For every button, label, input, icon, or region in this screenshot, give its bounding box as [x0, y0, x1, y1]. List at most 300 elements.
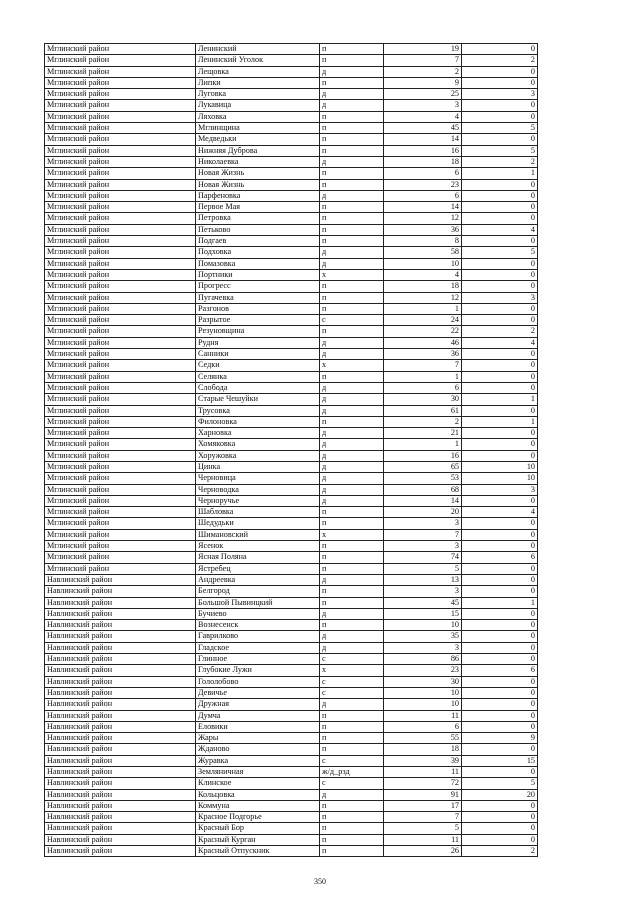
district-cell: Мглинский район: [45, 269, 196, 280]
district-cell: Навлинский район: [45, 642, 196, 653]
value-2-cell: 10: [462, 473, 538, 484]
type-cell: д: [320, 789, 384, 800]
settlement-cell: Клинское: [196, 778, 320, 789]
type-cell: п: [320, 710, 384, 721]
district-cell: Навлинский район: [45, 586, 196, 597]
table-row: [45, 190, 538, 201]
value-2-cell: 0: [462, 529, 538, 540]
table-row: [45, 778, 538, 789]
value-1-cell: 30: [384, 676, 462, 687]
value-1-cell: 91: [384, 789, 462, 800]
type-cell: п: [320, 744, 384, 755]
table-body: [45, 44, 538, 857]
value-1-cell: 7: [384, 529, 462, 540]
settlement-cell: Жары: [196, 733, 320, 744]
value-1-cell: 30: [384, 394, 462, 405]
value-2-cell: 0: [462, 620, 538, 631]
value-2-cell: 0: [462, 710, 538, 721]
type-cell: д: [320, 450, 384, 461]
value-1-cell: 6: [384, 190, 462, 201]
district-cell: Мглинский район: [45, 371, 196, 382]
table-row: [45, 281, 538, 292]
settlement-cell: Красный Курган: [196, 834, 320, 845]
value-1-cell: 3: [384, 518, 462, 529]
table-row: [45, 382, 538, 393]
value-2-cell: 2: [462, 326, 538, 337]
type-cell: п: [320, 123, 384, 134]
value-2-cell: 0: [462, 77, 538, 88]
table-row: [45, 258, 538, 269]
district-cell: Мглинский район: [45, 123, 196, 134]
table-row: [45, 654, 538, 665]
settlement-cell: Парфеновка: [196, 190, 320, 201]
table-row: [45, 552, 538, 563]
value-2-cell: 10: [462, 461, 538, 472]
value-2-cell: 0: [462, 303, 538, 314]
settlement-cell: Первое Мая: [196, 202, 320, 213]
type-cell: п: [320, 823, 384, 834]
value-2-cell: 0: [462, 66, 538, 77]
settlement-cell: Нижняя Дуброва: [196, 145, 320, 156]
value-2-cell: 0: [462, 382, 538, 393]
value-1-cell: 2: [384, 416, 462, 427]
district-cell: Мглинский район: [45, 484, 196, 495]
table-row: [45, 665, 538, 676]
value-1-cell: 53: [384, 473, 462, 484]
table-row: [45, 405, 538, 416]
settlement-cell: Шимановский: [196, 529, 320, 540]
type-cell: д: [320, 428, 384, 439]
settlement-cell: Луговка: [196, 89, 320, 100]
type-cell: п: [320, 145, 384, 156]
table-row: [45, 789, 538, 800]
table-row: [45, 315, 538, 326]
value-1-cell: 14: [384, 202, 462, 213]
table-row: [45, 66, 538, 77]
type-cell: п: [320, 77, 384, 88]
district-cell: Мглинский район: [45, 337, 196, 348]
value-1-cell: 55: [384, 733, 462, 744]
district-cell: Мглинский район: [45, 202, 196, 213]
settlement-cell: Подгаев: [196, 236, 320, 247]
value-1-cell: 10: [384, 620, 462, 631]
value-1-cell: 4: [384, 269, 462, 280]
district-cell: Навлинский район: [45, 574, 196, 585]
district-cell: Мглинский район: [45, 529, 196, 540]
type-cell: с: [320, 755, 384, 766]
district-cell: Мглинский район: [45, 156, 196, 167]
table-row: [45, 710, 538, 721]
type-cell: ж/д_рзд: [320, 767, 384, 778]
table-row: [45, 823, 538, 834]
settlement-cell: Красный Отпускник: [196, 846, 320, 857]
value-1-cell: 23: [384, 665, 462, 676]
settlement-cell: Санники: [196, 349, 320, 360]
settlement-cell: Ляховка: [196, 111, 320, 122]
value-1-cell: 39: [384, 755, 462, 766]
settlement-cell: Журавка: [196, 755, 320, 766]
settlement-cell: Девичье: [196, 687, 320, 698]
district-cell: Мглинский район: [45, 518, 196, 529]
table-row: [45, 179, 538, 190]
district-cell: Мглинский район: [45, 145, 196, 156]
table-row: [45, 586, 538, 597]
type-cell: п: [320, 507, 384, 518]
district-cell: Мглинский район: [45, 111, 196, 122]
value-2-cell: 6: [462, 665, 538, 676]
table-row: [45, 642, 538, 653]
value-2-cell: 0: [462, 202, 538, 213]
table-row: [45, 473, 538, 484]
value-1-cell: 10: [384, 687, 462, 698]
settlement-cell: Кольцовка: [196, 789, 320, 800]
value-1-cell: 22: [384, 326, 462, 337]
table-row: [45, 744, 538, 755]
type-cell: д: [320, 699, 384, 710]
value-1-cell: 16: [384, 145, 462, 156]
settlement-cell: Петьково: [196, 224, 320, 235]
value-2-cell: 9: [462, 733, 538, 744]
value-2-cell: 20: [462, 789, 538, 800]
value-1-cell: 11: [384, 710, 462, 721]
value-2-cell: 0: [462, 44, 538, 55]
value-1-cell: 7: [384, 360, 462, 371]
type-cell: д: [320, 439, 384, 450]
value-1-cell: 17: [384, 800, 462, 811]
value-2-cell: 0: [462, 428, 538, 439]
district-cell: Мглинский район: [45, 416, 196, 427]
type-cell: п: [320, 224, 384, 235]
table-row: [45, 134, 538, 145]
table-row: [45, 518, 538, 529]
value-2-cell: 5: [462, 778, 538, 789]
type-cell: д: [320, 495, 384, 506]
value-2-cell: 0: [462, 744, 538, 755]
value-1-cell: 74: [384, 552, 462, 563]
table-row: [45, 303, 538, 314]
value-1-cell: 15: [384, 608, 462, 619]
value-2-cell: 6: [462, 552, 538, 563]
settlement-cell: Николаевка: [196, 156, 320, 167]
type-cell: п: [320, 326, 384, 337]
district-cell: Мглинский район: [45, 224, 196, 235]
district-cell: Мглинский район: [45, 439, 196, 450]
district-cell: Мглинский район: [45, 190, 196, 201]
table-row: [45, 394, 538, 405]
type-cell: п: [320, 721, 384, 732]
district-cell: Навлинский район: [45, 710, 196, 721]
district-cell: Мглинский район: [45, 89, 196, 100]
value-1-cell: 12: [384, 213, 462, 224]
type-cell: п: [320, 303, 384, 314]
value-1-cell: 24: [384, 315, 462, 326]
value-2-cell: 0: [462, 439, 538, 450]
type-cell: п: [320, 213, 384, 224]
table-row: [45, 461, 538, 472]
type-cell: п: [320, 518, 384, 529]
settlement-cell: Шабловка: [196, 507, 320, 518]
value-1-cell: 10: [384, 699, 462, 710]
settlement-cell: Новая Жизнь: [196, 179, 320, 190]
value-2-cell: 0: [462, 371, 538, 382]
value-1-cell: 19: [384, 44, 462, 55]
table-row: [45, 484, 538, 495]
district-cell: Мглинский район: [45, 258, 196, 269]
value-1-cell: 11: [384, 767, 462, 778]
settlement-cell: Андреевка: [196, 574, 320, 585]
table-row: [45, 247, 538, 258]
table-row: [45, 699, 538, 710]
value-2-cell: 0: [462, 654, 538, 665]
value-1-cell: 36: [384, 349, 462, 360]
value-1-cell: 12: [384, 292, 462, 303]
value-2-cell: 2: [462, 55, 538, 66]
settlement-cell: Ясная Поляна: [196, 552, 320, 563]
table-row: [45, 111, 538, 122]
value-2-cell: 0: [462, 699, 538, 710]
value-1-cell: 3: [384, 642, 462, 653]
district-cell: Навлинский район: [45, 834, 196, 845]
table-row: [45, 269, 538, 280]
district-cell: Мглинский район: [45, 134, 196, 145]
value-2-cell: 0: [462, 823, 538, 834]
district-cell: Навлинский район: [45, 789, 196, 800]
type-cell: д: [320, 190, 384, 201]
value-1-cell: 11: [384, 834, 462, 845]
value-1-cell: 25: [384, 89, 462, 100]
district-cell: Мглинский район: [45, 495, 196, 506]
value-1-cell: 4: [384, 111, 462, 122]
table-row: [45, 541, 538, 552]
value-2-cell: 0: [462, 258, 538, 269]
settlement-cell: Черноручье: [196, 495, 320, 506]
value-2-cell: 0: [462, 349, 538, 360]
district-cell: Мглинский район: [45, 473, 196, 484]
district-cell: Навлинский район: [45, 767, 196, 778]
table-row: [45, 608, 538, 619]
type-cell: п: [320, 597, 384, 608]
settlement-cell: Ленинский: [196, 44, 320, 55]
value-2-cell: 0: [462, 687, 538, 698]
settlement-cell: Вознесенск: [196, 620, 320, 631]
value-1-cell: 6: [384, 721, 462, 732]
district-cell: Навлинский район: [45, 755, 196, 766]
value-1-cell: 3: [384, 100, 462, 111]
value-1-cell: 1: [384, 439, 462, 450]
type-cell: п: [320, 586, 384, 597]
table-row: [45, 563, 538, 574]
settlement-cell: Лукавица: [196, 100, 320, 111]
value-2-cell: 1: [462, 597, 538, 608]
table-row: [45, 767, 538, 778]
district-cell: Мглинский район: [45, 303, 196, 314]
settlement-cell: Слобода: [196, 382, 320, 393]
settlement-cell: Селянка: [196, 371, 320, 382]
district-cell: Навлинский район: [45, 620, 196, 631]
table-row: [45, 168, 538, 179]
district-cell: Навлинский район: [45, 778, 196, 789]
table-row: [45, 371, 538, 382]
type-cell: х: [320, 360, 384, 371]
value-2-cell: 2: [462, 846, 538, 857]
value-2-cell: 0: [462, 586, 538, 597]
settlement-cell: Еловики: [196, 721, 320, 732]
district-cell: Мглинский район: [45, 292, 196, 303]
value-1-cell: 1: [384, 371, 462, 382]
table-row: [45, 360, 538, 371]
settlement-cell: Коммуна: [196, 800, 320, 811]
type-cell: д: [320, 642, 384, 653]
table-row: [45, 507, 538, 518]
table-row: [45, 800, 538, 811]
settlement-cell: Глинное: [196, 654, 320, 665]
district-cell: Мглинский район: [45, 55, 196, 66]
value-1-cell: 7: [384, 55, 462, 66]
value-2-cell: 0: [462, 190, 538, 201]
table-row: [45, 100, 538, 111]
table-row: [45, 349, 538, 360]
type-cell: п: [320, 292, 384, 303]
value-2-cell: 0: [462, 541, 538, 552]
table-row: [45, 156, 538, 167]
value-1-cell: 3: [384, 541, 462, 552]
table-row: [45, 450, 538, 461]
table-row: [45, 687, 538, 698]
type-cell: д: [320, 574, 384, 585]
table-row: [45, 44, 538, 55]
settlement-cell: Медведьки: [196, 134, 320, 145]
value-2-cell: 0: [462, 495, 538, 506]
settlement-cell: Трусовка: [196, 405, 320, 416]
value-1-cell: 68: [384, 484, 462, 495]
type-cell: д: [320, 394, 384, 405]
value-2-cell: 0: [462, 179, 538, 190]
district-cell: Мглинский район: [45, 179, 196, 190]
table-row: [45, 123, 538, 134]
value-1-cell: 86: [384, 654, 462, 665]
value-1-cell: 35: [384, 631, 462, 642]
table-row: [45, 202, 538, 213]
value-2-cell: 0: [462, 111, 538, 122]
settlement-cell: Жданово: [196, 744, 320, 755]
table-row: [45, 428, 538, 439]
type-cell: д: [320, 405, 384, 416]
settlement-cell: Земляничная: [196, 767, 320, 778]
type-cell: п: [320, 800, 384, 811]
value-2-cell: 1: [462, 394, 538, 405]
value-1-cell: 45: [384, 597, 462, 608]
type-cell: п: [320, 541, 384, 552]
value-1-cell: 6: [384, 382, 462, 393]
type-cell: д: [320, 484, 384, 495]
value-1-cell: 14: [384, 495, 462, 506]
settlement-cell: Бучиево: [196, 608, 320, 619]
table-row: [45, 292, 538, 303]
settlement-cell: Новая Жизнь: [196, 168, 320, 179]
table-row: [45, 733, 538, 744]
value-2-cell: 5: [462, 247, 538, 258]
value-1-cell: 14: [384, 134, 462, 145]
district-cell: Мглинский район: [45, 507, 196, 518]
value-2-cell: 0: [462, 812, 538, 823]
value-2-cell: 0: [462, 800, 538, 811]
type-cell: х: [320, 665, 384, 676]
settlement-cell: Подховка: [196, 247, 320, 258]
district-cell: Мглинский район: [45, 168, 196, 179]
district-cell: Мглинский район: [45, 552, 196, 563]
district-cell: Мглинский район: [45, 382, 196, 393]
type-cell: д: [320, 247, 384, 258]
value-2-cell: 0: [462, 360, 538, 371]
type-cell: п: [320, 44, 384, 55]
type-cell: п: [320, 168, 384, 179]
value-2-cell: 0: [462, 563, 538, 574]
type-cell: п: [320, 236, 384, 247]
page-number: 350: [314, 877, 326, 886]
settlement-cell: Липки: [196, 77, 320, 88]
district-cell: Мглинский район: [45, 428, 196, 439]
type-cell: п: [320, 111, 384, 122]
value-1-cell: 6: [384, 168, 462, 179]
type-cell: д: [320, 337, 384, 348]
type-cell: д: [320, 89, 384, 100]
value-1-cell: 9: [384, 77, 462, 88]
settlement-cell: Харновка: [196, 428, 320, 439]
value-2-cell: 2: [462, 156, 538, 167]
type-cell: п: [320, 281, 384, 292]
district-cell: Навлинский район: [45, 654, 196, 665]
settlement-cell: Ленинский Уголок: [196, 55, 320, 66]
type-cell: д: [320, 473, 384, 484]
district-cell: Навлинский район: [45, 631, 196, 642]
type-cell: д: [320, 461, 384, 472]
district-cell: Навлинский район: [45, 733, 196, 744]
settlement-cell: Думча: [196, 710, 320, 721]
table-row: [45, 676, 538, 687]
value-2-cell: 4: [462, 224, 538, 235]
district-cell: Мглинский район: [45, 44, 196, 55]
table-row: [45, 631, 538, 642]
district-cell: Мглинский район: [45, 450, 196, 461]
table-row: [45, 529, 538, 540]
value-2-cell: 0: [462, 236, 538, 247]
value-2-cell: 0: [462, 631, 538, 642]
type-cell: х: [320, 529, 384, 540]
type-cell: д: [320, 608, 384, 619]
type-cell: д: [320, 349, 384, 360]
district-cell: Навлинский район: [45, 812, 196, 823]
table-row: [45, 755, 538, 766]
table-row: [45, 620, 538, 631]
value-1-cell: 36: [384, 224, 462, 235]
value-1-cell: 13: [384, 574, 462, 585]
type-cell: п: [320, 834, 384, 845]
district-cell: Мглинский район: [45, 461, 196, 472]
settlement-cell: Черноводка: [196, 484, 320, 495]
settlement-cell: Красный Бор: [196, 823, 320, 834]
type-cell: д: [320, 631, 384, 642]
district-cell: Мглинский район: [45, 315, 196, 326]
settlement-cell: Белгород: [196, 586, 320, 597]
settlements-table: [44, 43, 538, 857]
district-cell: Навлинский район: [45, 823, 196, 834]
table-row: [45, 574, 538, 585]
settlement-cell: Большой Пывинцкий: [196, 597, 320, 608]
settlement-cell: Рудня: [196, 337, 320, 348]
value-2-cell: 0: [462, 767, 538, 778]
value-1-cell: 23: [384, 179, 462, 190]
value-1-cell: 8: [384, 236, 462, 247]
